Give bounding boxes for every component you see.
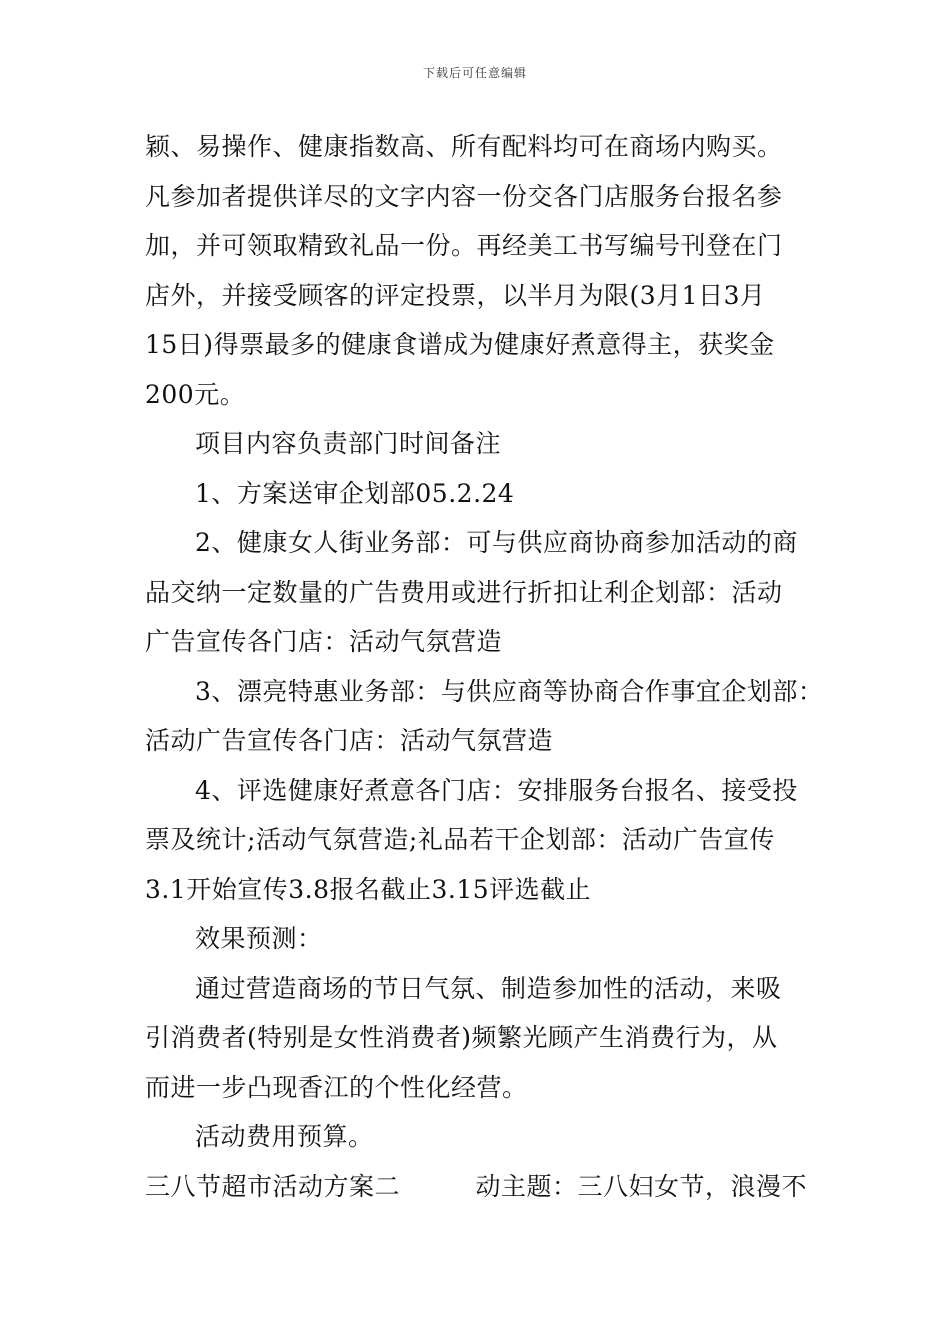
paragraph-line: 引消费者(特别是女性消费者)频繁光顾产生消费行为，从 bbox=[145, 1023, 778, 1052]
next-section-title: 三八节超市活动方案二 bbox=[145, 1171, 401, 1201]
paragraph-line: 店外，并接受顾客的评定投票，以半月为限(3月1日3月 bbox=[145, 280, 766, 310]
section-heading-effect: 效果预测： bbox=[195, 924, 323, 953]
item-1-line: 1、方案送审企划部05.2.24 bbox=[195, 478, 515, 508]
paragraph-line: 票及统计;活动气氛营造;礼品若干企划部：活动广告宣传 bbox=[145, 825, 775, 854]
paragraph-line: 3.1开始宣传3.8报名截止3.15评选截止 bbox=[145, 874, 592, 904]
paragraph-line: 凡参加者提供详尽的文字内容一份交各门店服务台报名参 bbox=[145, 181, 783, 211]
paragraph-line: 活动广告宣传各门店：活动气氛营造 bbox=[145, 726, 554, 755]
item-4-line: 4、评选健康好煮意各门店：安排服务台报名、接受投 bbox=[195, 775, 798, 805]
section-heading-budget: 活动费用预算。 bbox=[195, 1122, 374, 1151]
next-section-line bbox=[145, 1162, 807, 1212]
paragraph-line: 通过营造商场的节日气氛、制造参加性的活动，来吸 bbox=[195, 973, 782, 1003]
next-section-theme: 动主题：三八妇女节，浪漫不 bbox=[475, 1171, 807, 1201]
page-header: 下载后可任意编辑 bbox=[422, 66, 527, 80]
document-body bbox=[145, 122, 825, 1211]
paragraph-line: 200元。 bbox=[145, 379, 246, 409]
table-header-line: 项目内容负责部门时间备注 bbox=[195, 429, 502, 458]
paragraph-line: 广告宣传各门店：活动气氛营造 bbox=[145, 627, 503, 656]
paragraph-line: 加，并可领取精致礼品一份。再经美工书写编号刊登在门 bbox=[145, 231, 783, 260]
paragraph-line: 品交纳一定数量的广告费用或进行折扣让利企划部：活动 bbox=[145, 577, 783, 607]
item-2-line: 2、健康女人街业务部：可与供应商协商参加活动的商 bbox=[195, 528, 798, 557]
paragraph-line: 颖、易操作、健康指数高、所有配料均可在商场内购买。 bbox=[145, 132, 783, 161]
paragraph-line: 15日)得票最多的健康食谱成为健康好煮意得主，获奖金 bbox=[145, 330, 775, 359]
paragraph-line: 而进一步凸现香江的个性化经营。 bbox=[145, 1072, 528, 1102]
item-3-line: 3、漂亮特惠业务部：与供应商等协商合作事宜企划部： bbox=[195, 676, 824, 706]
